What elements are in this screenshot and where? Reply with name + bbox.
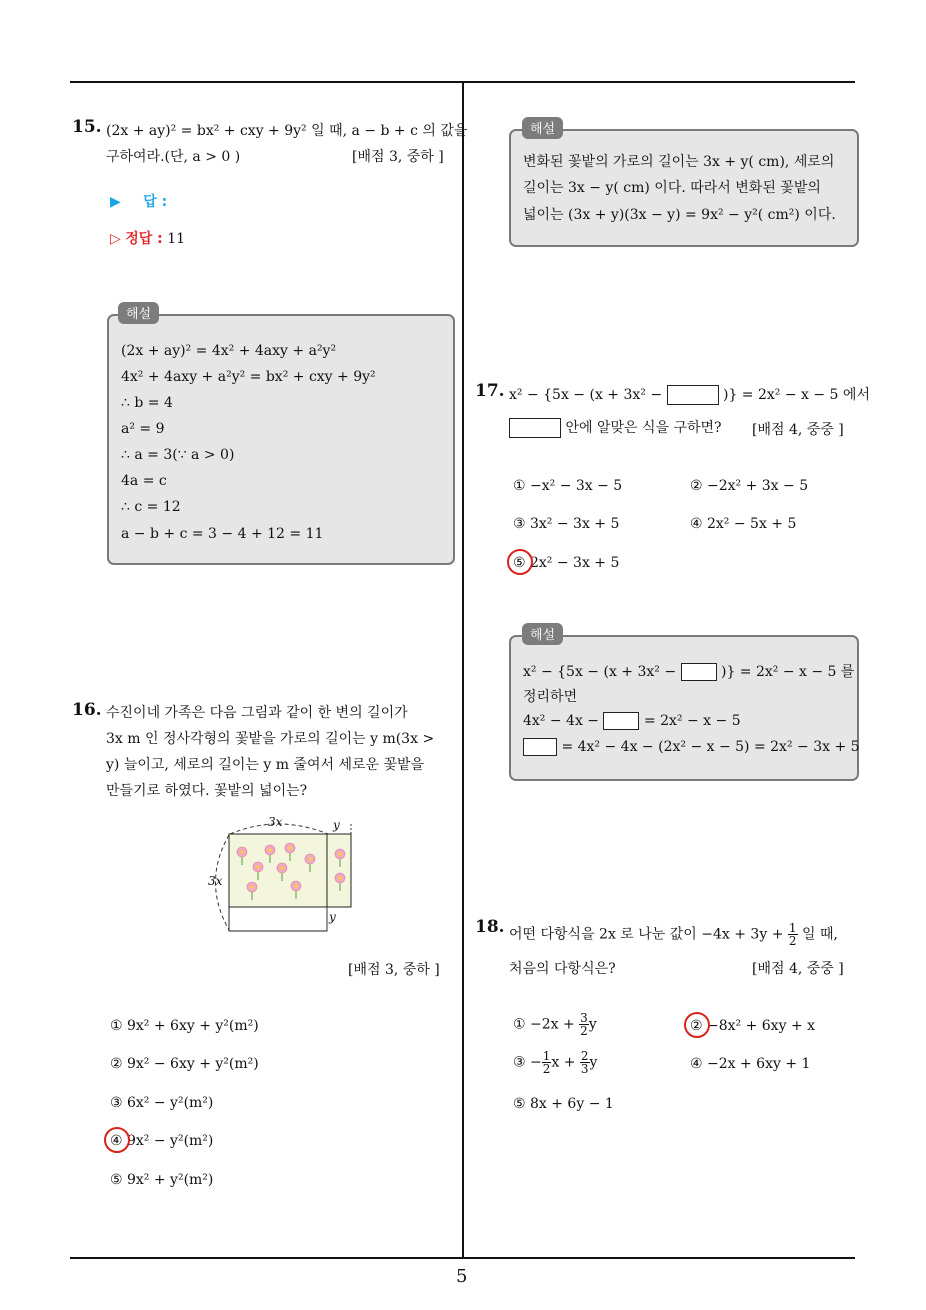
fraction-denominator: 3 [580,1062,589,1076]
fraction-numerator: 3 [580,1011,588,1025]
q15-sol-line: ∴ c = 12 [121,499,181,515]
q18-text-line1 [509,922,838,947]
q15-score: [배점 3, 중하 ] [352,149,444,165]
q16-sol-line3: 넓이는 (3x + y)(3x − y) = 9x² − y²( cm²) 이다. [523,207,836,223]
q18-opt1-fraction [579,1012,589,1037]
page-number: 5 [456,1266,468,1287]
q17-text-line2 [509,417,722,438]
q17-sol-line4-b: = 4x² − 4x − (2x² − x − 5) = 2x² − 3x + 5 [561,739,860,755]
q17-sol-line2: 정리하면 [523,689,578,705]
q15-correct-value: 11 [167,231,186,247]
q17-sol-line3-a: 4x² − 4x − [523,713,600,729]
q15-answer-label: 답 : [143,194,168,210]
q16-number: 16. [72,700,102,720]
q15-sol-line: 4x² + 4axy + a²y² = bx² + cxy + 9y² [121,369,376,385]
q18-opt3-a: ③ − [513,1054,542,1071]
q17-sol-line1-a: x² − {5x − (x + 3x² − [523,664,677,680]
q16-option-4[interactable]: ④ 9x² − y²(m²) [110,1133,214,1149]
q17-sol-line3 [523,712,741,730]
fraction-denominator: 2 [788,934,797,948]
q18-opt1-a: ① −2x + [513,1016,575,1033]
q16-text-line2: 3x m 인 정사각형의 꽃밭을 가로의 길이는 y m(3x > [106,731,435,747]
q16-sol-line1: 변화된 꽃밭의 가로의 길이는 3x + y( cm), 세로의 [523,154,835,170]
q17-sol-blank-box [681,663,717,681]
q18-line1-a: 어떤 다항식을 2x 로 나눈 값이 −4x + 3y + [509,926,784,943]
q16-figure-left-label: 3x [208,874,223,888]
q16-figure-top-label: 3x [268,815,283,829]
q17-sol-line4 [523,738,860,756]
q16-sol-line2: 길이는 3x − y( cm) 이다. 따라서 변화된 꽃밭의 [523,180,821,196]
q18-option-3[interactable] [513,1050,597,1075]
q17-option-5[interactable]: ⑤ 2x² − 3x + 5 [513,555,620,571]
fraction-denominator: 2 [580,1024,588,1038]
q16-answer-circle [104,1127,130,1153]
q17-option-3[interactable]: ③ 3x² − 3x + 5 [513,516,620,532]
q16-option-2[interactable]: ② 9x² − 6xy + y²(m²) [110,1056,259,1072]
q17-option-2[interactable]: ② −2x² + 3x − 5 [690,478,809,494]
q17-text-line1 [509,384,870,405]
q16-option-3[interactable]: ③ 6x² − y²(m²) [110,1095,214,1111]
fraction-numerator: 2 [580,1049,589,1063]
q15-sol-line: ∴ a = 3(∵ a > 0) [121,447,235,463]
q17-sol-line1 [523,661,854,681]
q17-number: 17. [475,381,505,401]
q16-text-line3: y) 늘이고, 세로의 길이는 y m 줄여서 세로운 꽃밭을 [106,757,425,773]
q15-text-line2: 구하여라.(단, a > 0 ) [106,149,241,165]
q17-sol-blank-box [523,738,557,756]
q18-opt3-fraction2 [580,1050,590,1075]
q16-option-5[interactable]: ⑤ 9x² + y²(m²) [110,1172,214,1188]
q18-option-4[interactable]: ④ −2x + 6xy + 1 [690,1056,811,1072]
q15-sol-line: a² = 9 [121,421,165,437]
q18-option-5[interactable]: ⑤ 8x + 6y − 1 [513,1096,614,1112]
q15-sol-line: 4a = c [121,473,167,489]
hollow-play-icon: ▷ [110,231,121,247]
q18-option-1[interactable] [513,1012,597,1037]
q18-option-2[interactable]: ② −8x² + 6xy + x [690,1018,816,1034]
q16-text-line1: 수진이네 가족은 다음 그림과 같이 한 변의 길이가 [106,705,408,721]
q17-option-1[interactable]: ① −x² − 3x − 5 [513,478,623,494]
fraction-numerator: 1 [542,1049,551,1063]
fraction-denominator: 2 [542,1062,551,1076]
q17-answer-circle [507,549,533,575]
play-icon: ▶ [110,194,121,210]
q18-text-line2: 처음의 다항식은? [509,961,616,977]
q18-line1-b: 일 때, [801,926,838,943]
q15-text-line1: (2x + ay)² = bx² + cxy + 9y² 일 때, a − b + c 의 값을 [106,123,468,139]
q16-score: [배점 3, 중하 ] [348,962,440,978]
q16-option-1[interactable]: ① 9x² + 6xy + y²(m²) [110,1018,259,1034]
q18-opt3-b: y [589,1054,598,1071]
q17-sol-blank-box [603,712,639,730]
q16-text-line4: 만들기로 하였다. 꽃밭의 넓이는? [106,783,308,799]
q18-opt3-fraction1 [542,1050,552,1075]
q15-solution-tab: 해설 [118,302,159,324]
q17-blank-box [667,385,719,405]
q17-option-4[interactable]: ④ 2x² − 5x + 5 [690,516,797,532]
q15-sol-line: (2x + ay)² = 4x² + 4axy + a²y² [121,343,337,359]
q15-number: 15. [72,117,102,137]
q16-figure-right-top-label: y [333,818,340,832]
q18-opt3-mid: x + [551,1054,576,1071]
q16-figure-right-bottom-label: y [329,910,336,924]
q18-opt1-b: y [588,1016,597,1033]
q15-answer-row [110,191,167,211]
q17-sol-line1-b: )} = 2x² − x − 5 를 [720,664,855,680]
q15-sol-line: ∴ b = 4 [121,395,173,411]
column-divider [462,82,464,1259]
q18-score: [배점 4, 중중 ] [752,961,844,977]
q16-solution-tab: 해설 [522,117,563,139]
q17-score: [배점 4, 중중 ] [752,422,844,438]
q17-solution-box [509,635,859,781]
fraction-numerator: 1 [788,921,797,935]
q15-correct-row [110,228,185,248]
q18-answer-circle [684,1012,710,1038]
q18-number: 18. [475,917,505,937]
q18-line1-fraction [788,922,798,947]
q17-line1-a: x² − {5x − (x + 3x² − [509,387,663,403]
q15-sol-line: a − b + c = 3 − 4 + 12 = 11 [121,526,324,542]
q17-blank-box [509,418,561,438]
q15-correct-label: 정답 : [125,231,163,247]
q17-line2-text: 안에 알맞은 식을 구하면? [565,420,722,436]
q17-sol-line3-b: = 2x² − x − 5 [643,713,741,729]
q17-solution-tab: 해설 [522,623,563,645]
q17-line1-b: )} = 2x² − x − 5 에서 [722,387,870,403]
